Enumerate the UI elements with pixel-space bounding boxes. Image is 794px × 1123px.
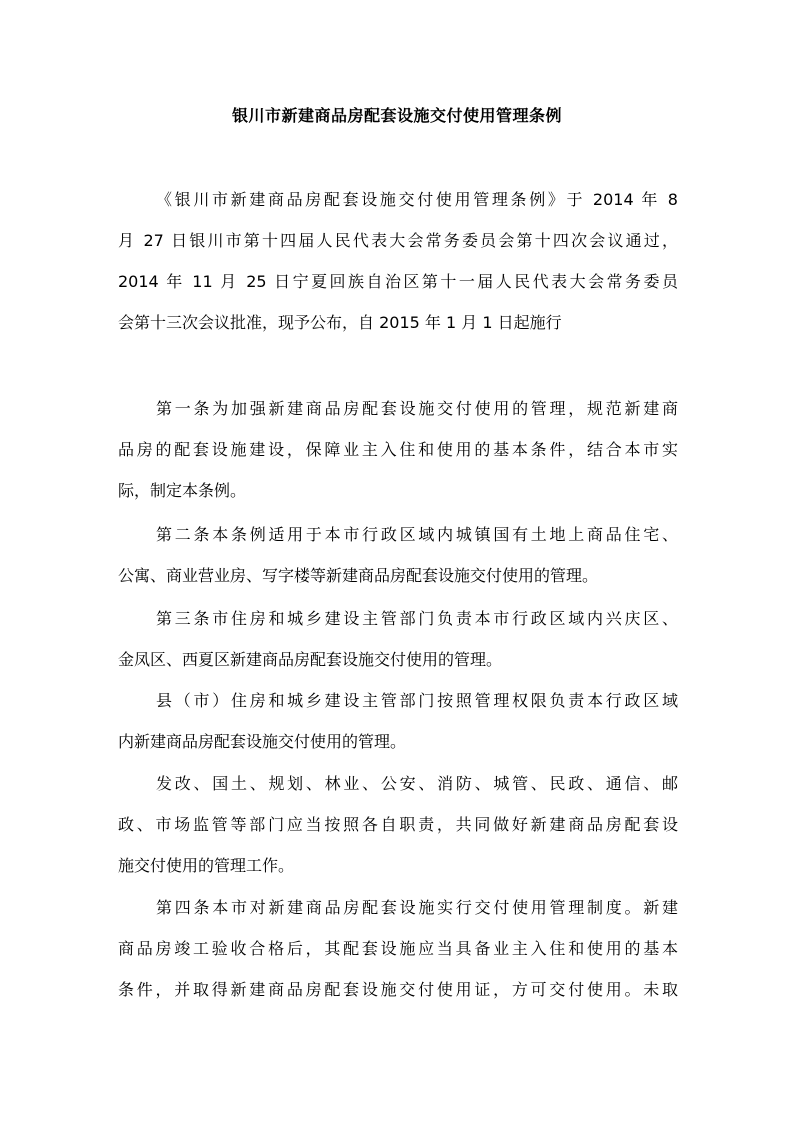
- article-4-line: 条件，并取得新建商品房配套设施交付使用证，方可交付使用。未取: [118, 980, 678, 999]
- article-3-line: 第三条市住房和城乡建设主管部门负责本市行政区域内兴庆区、: [156, 609, 678, 628]
- departments-line: 发改、国土、规划、林业、公安、消防、城管、民政、通信、邮: [156, 774, 678, 793]
- article-1-line: 品房的配套设施建设，保障业主入住和使用的基本条件，结合本市实: [118, 440, 678, 459]
- preamble-line: 《银川市新建商品房配套设施交付使用管理条例》于 2014 年 8: [156, 190, 678, 209]
- article-3-paragraph: [118, 598, 678, 680]
- county-paragraph: [118, 680, 678, 762]
- departments-paragraph: [118, 763, 678, 886]
- article-2-line: 公寓、商业营业房、写字楼等新建商品房配套设施交付使用的管理。: [118, 566, 599, 585]
- article-1-line: 际，制定本条例。: [118, 481, 247, 500]
- preamble-line: 2014 年 11 月 25 日宁夏回族自治区第十一届人民代表大会常务委员: [118, 272, 678, 291]
- article-3-line: 金凤区、西夏区新建商品房配套设施交付使用的管理。: [118, 650, 503, 669]
- article-1-paragraph: [118, 388, 678, 511]
- preamble-line: 月 27 日银川市第十四届人民代表大会常务委员会第十四次会议通过，: [118, 231, 678, 250]
- article-4-line: 第四条本市对新建商品房配套设施实行交付使用管理制度。新建: [156, 898, 678, 917]
- article-2-line: 第二条本条例适用于本市行政区域内城镇国有土地上商品住宅、: [156, 525, 678, 544]
- document-title: 银川市新建商品房配套设施交付使用管理条例: [231, 106, 562, 125]
- preamble-paragraph: [118, 179, 678, 343]
- departments-line: 施交付使用的管理工作。: [118, 856, 295, 875]
- departments-line: 政、市场监管等部门应当按照各自职责，共同做好新建商品房配套设: [118, 815, 678, 834]
- preamble-line: 会第十三次会议批准，现予公布，自 2015 年 1 月 1 日起施行: [118, 313, 562, 332]
- county-line: 内新建商品房配套设施交付使用的管理。: [118, 732, 407, 751]
- article-4-paragraph: [118, 887, 678, 1010]
- article-1-line: 第一条为加强新建商品房配套设施交付使用的管理，规范新建商: [156, 399, 678, 418]
- article-4-line: 商品房竣工验收合格后，其配套设施应当具备业主入住和使用的基本: [118, 939, 678, 958]
- county-line: 县（市）住房和城乡建设主管部门按照管理权限负责本行政区域: [156, 691, 678, 710]
- article-2-paragraph: [118, 514, 678, 596]
